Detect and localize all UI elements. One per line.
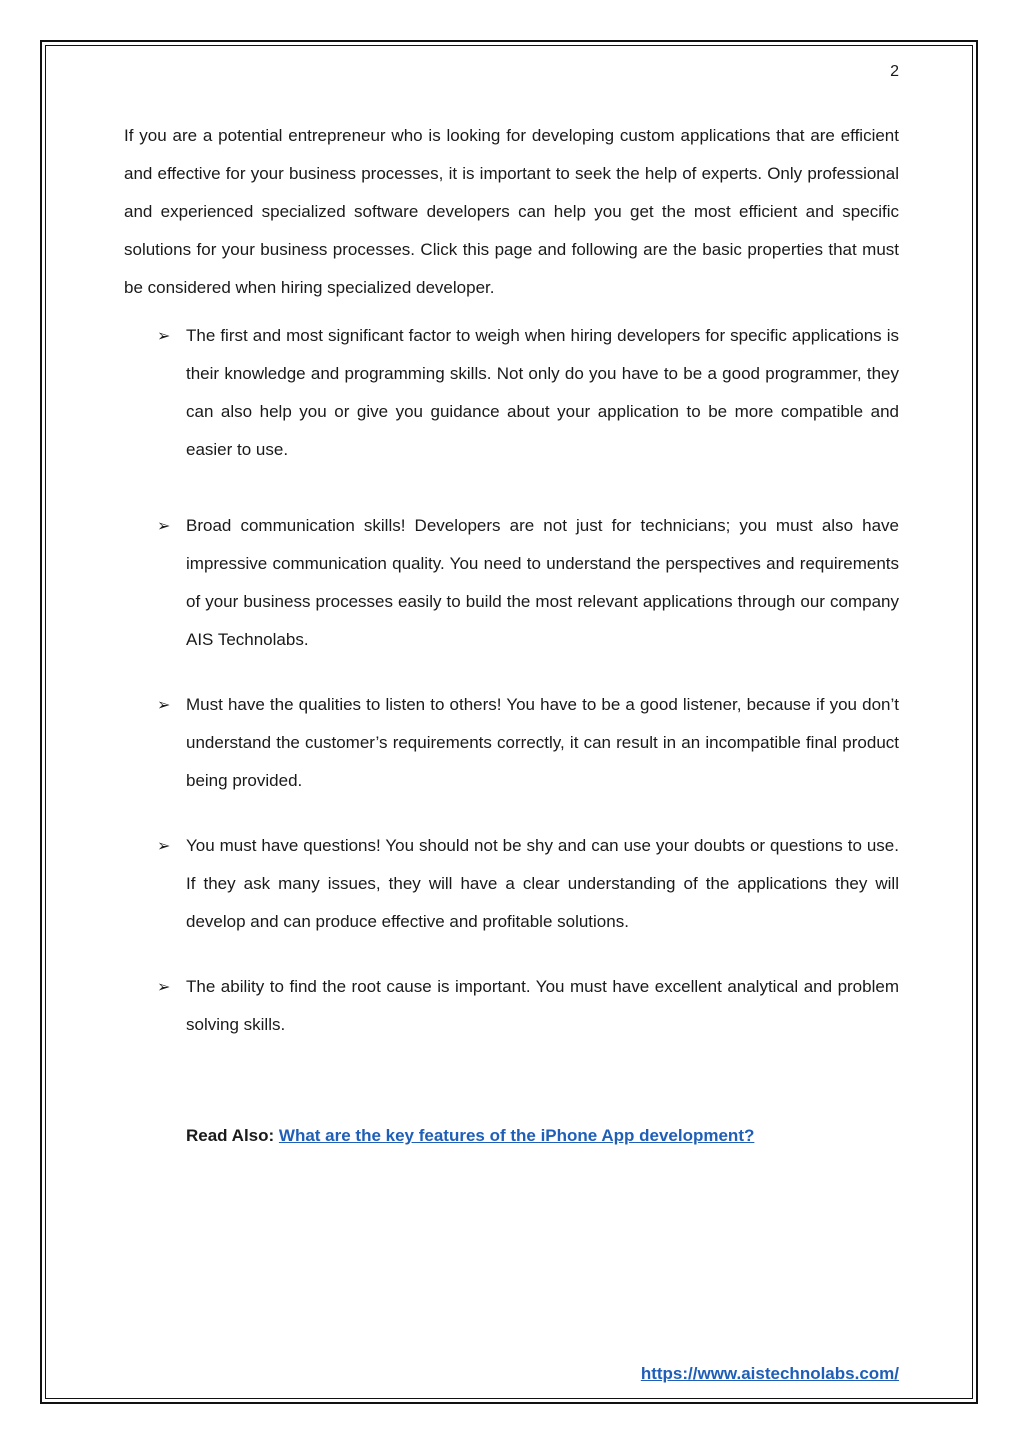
- list-item-text: The ability to find the root cause is important. You must have excellent analytical and problem solving skills.: [186, 977, 899, 1034]
- list-item: [124, 317, 899, 469]
- read-also-link[interactable]: What are the key features of the iPhone App development?: [278, 1126, 755, 1145]
- list-item-text: Broad communication skills! Developers are not just for technicians; you must also have impressive communication quality. You need to understand the perspectives and requirements of your business processes easily to build the most relevant applications through our company AIS Technolabs.: [186, 516, 899, 649]
- list-item: [124, 827, 899, 941]
- list-item-text: You must have questions! You should not be shy and can use your doubts or questions to use. If they ask many issues, they will have a clear understanding of the applications they will develop and can produce effective and profitable solutions.: [186, 836, 899, 931]
- arrow-bullet-icon: ➢: [157, 977, 171, 996]
- arrow-bullet-icon: ➢: [157, 695, 171, 714]
- document-body: [124, 117, 899, 1155]
- list-item: [124, 686, 899, 800]
- list-item: [124, 968, 899, 1044]
- footer-website-link[interactable]: https://www.aistechnolabs.com/: [640, 1364, 899, 1383]
- points-list: [124, 317, 899, 1044]
- list-item-text: The first and most significant factor to weigh when hiring developers for specific applications is their knowledge and programming skills. Not only do you have to be a good programmer, they can also help you or give you guidance about your application to be more compatible and easier to use.: [186, 326, 899, 459]
- read-also-label: Read Also:: [186, 1126, 275, 1145]
- list-item-text: Must have the qualities to listen to others! You have to be a good listener, because if you don’t understand the customer’s requirements correctly, it can result in an incompatible final product being provided.: [186, 695, 899, 790]
- arrow-bullet-icon: ➢: [157, 326, 171, 345]
- list-item: [124, 507, 899, 659]
- arrow-bullet-icon: ➢: [157, 516, 171, 535]
- arrow-bullet-icon: ➢: [157, 836, 171, 855]
- read-also: [186, 1117, 899, 1155]
- intro-paragraph: If you are a potential entrepreneur who is looking for developing custom applications that are efficient and effective for your business processes, it is important to seek the help of experts. Only professional and experienced specialized software developers can help you get the most efficient and specific solutions for your business processes. Click this page and following are the basic properties that must be considered when hiring specialized developer.: [124, 126, 899, 297]
- page-number: 2: [890, 63, 899, 80]
